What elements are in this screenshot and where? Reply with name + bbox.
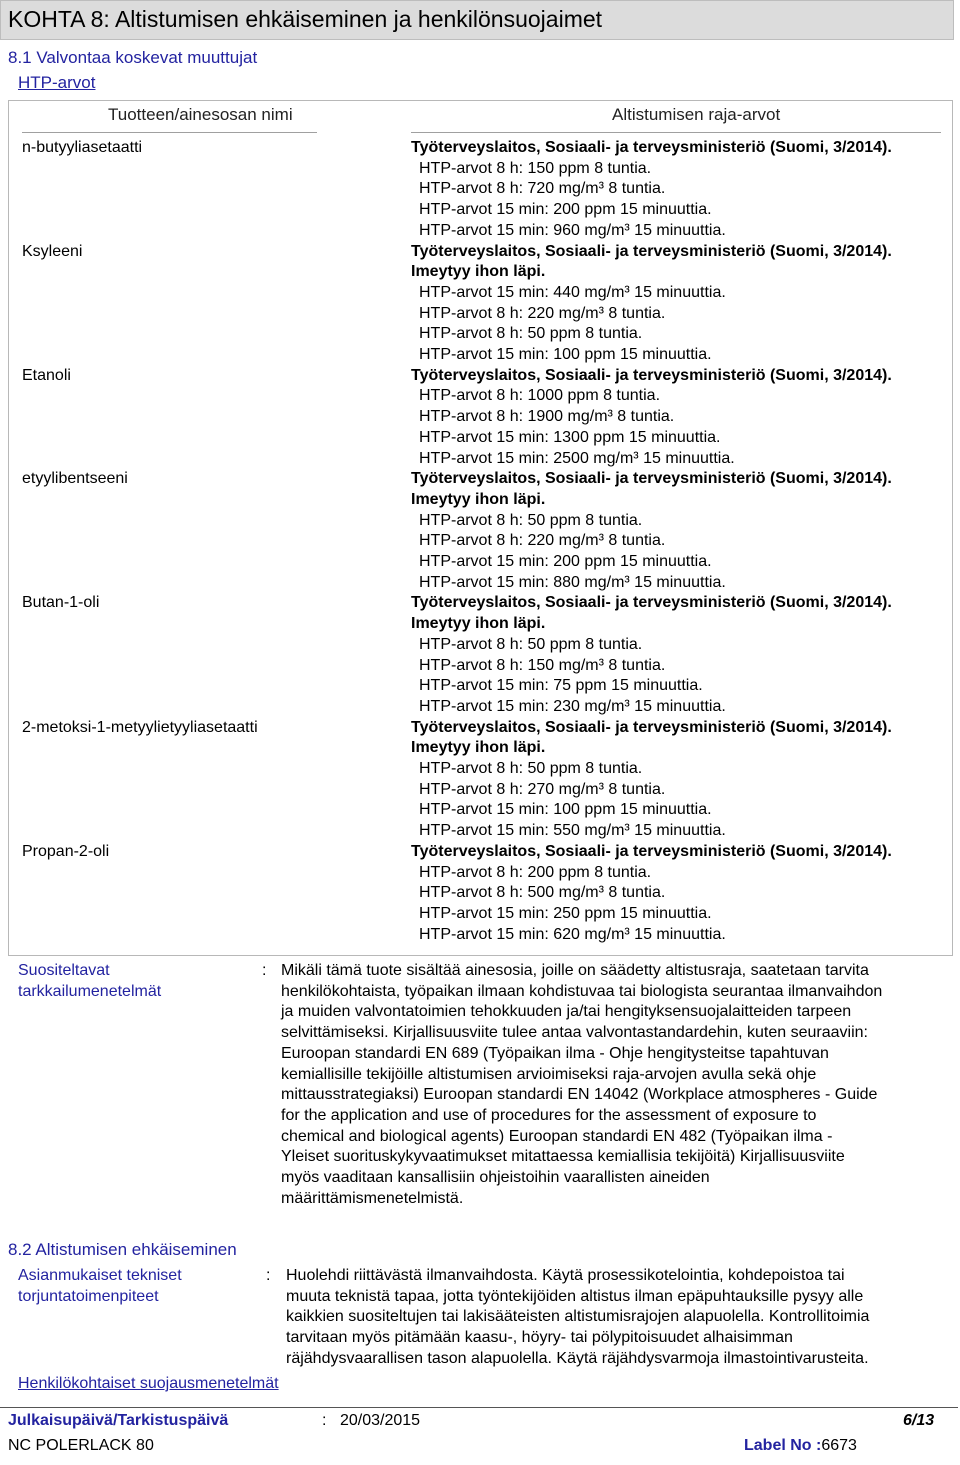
footer-page-number: 6/13 [903, 1412, 935, 1429]
monitoring-text-line: myös vaaditaan kansallisiin ohjeistoihin vaarallisten aineiden [281, 1169, 710, 1187]
limit-source: Työterveyslaitos, Sosiaali- ja terveysministeriö (Suomi, 3/2014). [411, 718, 892, 736]
substance-name: Propan-2-oli [22, 842, 110, 860]
skin-absorption-note: Imeytyy ihon läpi. [411, 739, 546, 757]
monitoring-text-line: Euroopan standardi EN 689 (Työpaikan ilma - Ohje hengitysteitse tapahtuvan [281, 1044, 829, 1062]
monitoring-text-line: ja muiden valvontatoimien tehokkuuden ja/tai hengityksensuojalaitteiden tarpeen [281, 1003, 852, 1021]
monitoring-text-line: chemical and biological agents) Euroopan standardi EN 482 (Työpaikan ilma - [281, 1127, 833, 1145]
column-header-limits: Altistumisen raja-arvot [612, 105, 781, 124]
limit-value: HTP-arvot 15 min: 100 ppm 15 minuuttia. [419, 346, 712, 364]
exposure-limit-values [411, 366, 892, 470]
substance-name: Butan-1-oli [22, 594, 100, 612]
skin-absorption-note: Imeytyy ihon läpi. [411, 490, 546, 508]
limit-value: HTP-arvot 8 h: 1900 mg/m³ 8 tuntia. [419, 408, 675, 426]
limit-value: HTP-arvot 8 h: 150 mg/m³ 8 tuntia. [419, 656, 666, 674]
limit-value: HTP-arvot 8 h: 1000 ppm 8 tuntia. [419, 387, 661, 405]
limit-value: HTP-arvot 8 h: 150 ppm 8 tuntia. [419, 159, 652, 177]
skin-absorption-note: Imeytyy ihon läpi. [411, 263, 546, 281]
limit-value: HTP-arvot 15 min: 200 ppm 15 minuuttia. [419, 553, 712, 570]
substance-name: n-butyyliasetaatti [22, 139, 143, 156]
engineering-text-line: tarvitaan myös pitämään kaasu-, höyry- tai pölypitoisuudet alhaisimman [286, 1329, 793, 1347]
footer-date-value: 20/03/2015 [340, 1412, 421, 1429]
footer-label-no-value: 6673 [821, 1437, 857, 1454]
footer-label-no [744, 1437, 857, 1455]
limit-value: HTP-arvot 15 min: 75 ppm 15 minuuttia. [419, 677, 703, 695]
monitoring-text-line: Mikäli tämä tuote sisältää ainesosia, joille on säädetty altistusraja, saatetaan tarvita [281, 962, 869, 979]
limit-value: HTP-arvot 8 h: 50 ppm 8 tuntia. [419, 325, 643, 343]
substance-name: Ksyleeni [22, 242, 83, 260]
monitoring-text-line: kemiallisille tekijöille altistumisen arvioimiseksi raja-arvojen avulla sekä ohje [281, 1065, 817, 1083]
exposure-limit-values [411, 718, 892, 842]
monitoring-text-line: Yleiset suorituskykyvaatimukset mitattaessa kemiallisia tekijöitä) Kirjallisuusviite [281, 1148, 845, 1166]
engineering-text-line: Huolehdi riittävästä ilmanvaihdosta. Käytä prosessikotelointia, kohdepoistoa tai [286, 1267, 845, 1284]
limit-source: Työterveyslaitos, Sosiaali- ja terveysministeriö (Suomi, 3/2014). [411, 139, 892, 156]
engineering-colon: : [266, 1267, 271, 1284]
footer-date-label: Julkaisupäivä/Tarkistuspäivä [8, 1412, 229, 1429]
substance-name: 2-metoksi-1-metyylietyyliasetaatti [22, 718, 258, 736]
limit-value: HTP-arvot 8 h: 500 mg/m³ 8 tuntia. [419, 884, 666, 902]
footer-product-name: NC POLERLACK 80 [8, 1437, 154, 1454]
limit-value: HTP-arvot 15 min: 880 mg/m³ 15 minuuttia. [419, 573, 726, 591]
limit-value: HTP-arvot 8 h: 220 mg/m³ 8 tuntia. [419, 304, 666, 322]
footer-colon: : [322, 1412, 327, 1429]
exposure-limit-values [411, 469, 892, 593]
limit-source: Työterveyslaitos, Sosiaali- ja terveysministeriö (Suomi, 3/2014). [411, 242, 892, 260]
limit-source: Työterveyslaitos, Sosiaali- ja terveysministeriö (Suomi, 3/2014). [411, 470, 892, 488]
monitoring-label-line: Suositeltavat [18, 962, 110, 979]
subsection-8-2-title: 8.2 Altistumisen ehkäiseminen [8, 1240, 237, 1259]
limit-value: HTP-arvot 8 h: 50 ppm 8 tuntia. [419, 760, 643, 777]
section-title: KOHTA 8: Altistumisen ehkäiseminen ja henkilönsuojaimet [8, 6, 603, 32]
footer-label-no-prefix: Label No : [744, 1437, 822, 1454]
limit-value: HTP-arvot 15 min: 100 ppm 15 minuuttia. [419, 801, 712, 819]
limit-value: HTP-arvot 8 h: 720 mg/m³ 8 tuntia. [419, 180, 666, 198]
limit-source: Työterveyslaitos, Sosiaali- ja terveysministeriö (Suomi, 3/2014). [411, 594, 892, 612]
limit-value: HTP-arvot 15 min: 200 ppm 15 minuuttia. [419, 201, 712, 219]
footer-divider [0, 1407, 958, 1408]
skin-absorption-note: Imeytyy ihon läpi. [411, 615, 546, 633]
exposure-limit-values [411, 138, 892, 242]
limit-source: Työterveyslaitos, Sosiaali- ja terveysministeriö (Suomi, 3/2014). [411, 366, 892, 384]
substance-name: Etanoli [22, 366, 71, 384]
limit-value: HTP-arvot 8 h: 220 mg/m³ 8 tuntia. [419, 532, 666, 550]
limit-value: HTP-arvot 8 h: 50 ppm 8 tuntia. [419, 511, 643, 529]
htp-arvot-link[interactable]: HTP-arvot [18, 73, 96, 92]
monitoring-label-line: tarkkailumenetelmät [18, 982, 162, 1000]
monitoring-text-line: for the application and use of procedures for the assessment of exposure to [281, 1106, 817, 1124]
engineering-label-line: torjuntatoimenpiteet [18, 1287, 159, 1305]
limit-value: HTP-arvot 15 min: 440 mg/m³ 15 minuuttia. [419, 283, 726, 301]
limit-value: HTP-arvot 15 min: 620 mg/m³ 15 minuuttia. [419, 925, 726, 943]
monitoring-text-line: mittausstrategiaksi) Euroopan standardi EN 14042 (Workplace atmospheres - Guide [281, 1086, 878, 1104]
exposure-limit-values [411, 842, 892, 946]
limit-value: HTP-arvot 8 h: 200 ppm 8 tuntia. [419, 863, 652, 881]
engineering-text-line: räjähdysvaarallisen tason alapuolella. Käytä räjähdysvarmoja ilmastointivarusteita. [286, 1349, 869, 1367]
limit-source: Työterveyslaitos, Sosiaali- ja terveysministeriö (Suomi, 3/2014). [411, 842, 892, 860]
monitoring-text-line: henkilökohtaista, työpaikan ilmaan kohdistuvaa tai biologista seurantaa ilmanvaihdon [281, 982, 883, 1000]
engineering-text-line: kaikkien suositeltujen tai lakisääteisten altistumisrajojen alapuolella. Kontrollitoimia [286, 1308, 870, 1326]
limit-value: HTP-arvot 15 min: 2500 mg/m³ 15 minuuttia. [419, 449, 735, 467]
column-header-underline [22, 132, 317, 133]
engineering-text-line: muuta teknistä tapaa, jotta työntekijöiden altistus ilman epäpuhtauksille pysyy alle [286, 1287, 864, 1305]
limit-value: HTP-arvot 15 min: 550 mg/m³ 15 minuuttia. [419, 822, 726, 840]
column-header-substance: Tuotteen/ainesosan nimi [108, 105, 293, 124]
subsection-8-1-title: 8.1 Valvontaa koskevat muuttujat [8, 48, 258, 67]
engineering-controls-label [18, 1266, 182, 1307]
substance-name: etyylibentseeni [22, 470, 128, 488]
engineering-controls-text [286, 1266, 956, 1370]
monitoring-label [18, 961, 161, 1002]
exposure-limit-values [411, 242, 892, 366]
monitoring-colon: : [262, 962, 267, 979]
limit-value: HTP-arvot 15 min: 230 mg/m³ 15 minuuttia. [419, 697, 726, 715]
exposure-limit-values [411, 593, 892, 717]
monitoring-text [281, 961, 951, 1209]
monitoring-text-line: määrittämismenetelmistä. [281, 1189, 464, 1207]
limit-value: HTP-arvot 15 min: 960 mg/m³ 15 minuuttia. [419, 221, 726, 239]
engineering-label-line: Asianmukaiset tekniset [18, 1267, 182, 1284]
monitoring-text-line: selvittämiseksi. Kirjallisuusviite tulee antaa valvontastandardehin, kuten seuraaviin: [281, 1024, 868, 1042]
limit-value: HTP-arvot 15 min: 1300 ppm 15 minuuttia. [419, 428, 721, 446]
limit-value: HTP-arvot 8 h: 50 ppm 8 tuntia. [419, 635, 643, 653]
limit-value: HTP-arvot 8 h: 270 mg/m³ 8 tuntia. [419, 780, 666, 798]
column-header-underline [411, 132, 941, 133]
limit-value: HTP-arvot 15 min: 250 ppm 15 minuuttia. [419, 904, 712, 922]
ppe-link[interactable]: Henkilökohtaiset suojausmenetelmät [18, 1375, 279, 1392]
